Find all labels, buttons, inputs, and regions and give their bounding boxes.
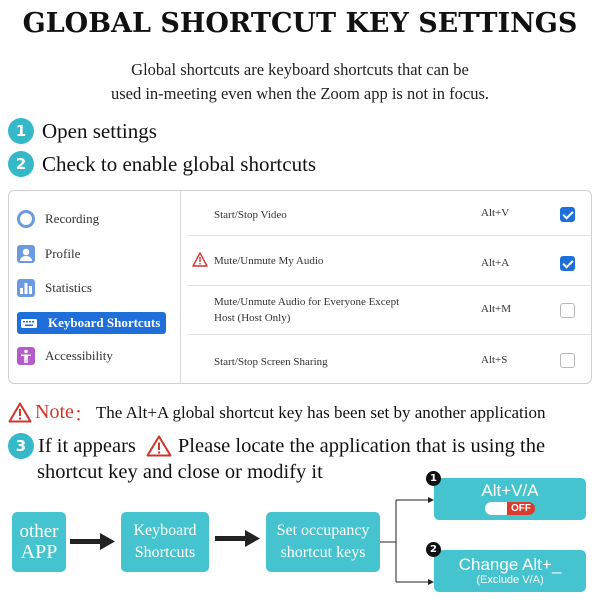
sidebar-item-label: Statistics xyxy=(45,280,92,295)
shortcut-label xyxy=(214,294,399,326)
branch-connector xyxy=(380,490,436,590)
step-2-text: Check to enable global shortcuts xyxy=(42,151,317,176)
shortcut-label: Start/Stop Video xyxy=(214,209,287,221)
sidebar-item-profile[interactable] xyxy=(17,243,80,265)
flow-box-line-1: Set occupancy xyxy=(276,522,370,539)
option-2-subtitle: (Exclude V/A) xyxy=(476,573,544,586)
step-2-number: 2 xyxy=(8,151,34,177)
note-text: The Alt+A global shortcut key has been set by another application xyxy=(95,402,546,422)
shortcut-label: Mute/Unmute My Audio xyxy=(214,255,324,267)
flow-box-line-1: Keyboard xyxy=(133,522,197,539)
step-3-text-line-2: shortcut key and close or modify it xyxy=(37,461,323,483)
step-1-number: 1 xyxy=(8,118,34,144)
flow-box-keyboard-shortcuts xyxy=(121,512,209,572)
step-1-text: Open settings xyxy=(42,118,157,143)
shortcut-key: Alt+V xyxy=(481,207,510,219)
shortcut-checkbox-screen-sharing[interactable] xyxy=(560,353,575,368)
shortcut-row xyxy=(187,236,592,286)
page-subtitle xyxy=(0,58,600,106)
page-title: GLOBAL SHORTCUT KEY SETTINGS xyxy=(22,8,578,39)
sidebar-item-recording[interactable] xyxy=(17,208,99,230)
flow-box-line-2: APP xyxy=(20,541,58,563)
step-3-text-part-2: Please locate the application that is using the xyxy=(177,434,546,457)
subtitle-line-1: Global shortcuts are keyboard shortcuts that can be xyxy=(131,60,469,79)
shortcut-checkbox-mute-unmute-audio[interactable] xyxy=(560,256,575,271)
sidebar-item-label: Keyboard Shortcuts xyxy=(48,315,161,330)
settings-sidebar xyxy=(9,191,181,383)
step-1 xyxy=(8,118,157,144)
flow-box-set-occupancy xyxy=(266,512,380,572)
warning-icon xyxy=(192,252,208,267)
option-1-number: 1 xyxy=(426,471,441,486)
shortcut-checkbox-start-stop-video[interactable] xyxy=(560,207,575,222)
settings-window xyxy=(8,190,592,384)
option-2-box xyxy=(434,550,586,592)
step-3-number: 3 xyxy=(8,433,34,459)
toggle-knob xyxy=(485,502,507,515)
recording-icon xyxy=(17,210,35,228)
sidebar-item-accessibility[interactable] xyxy=(17,345,113,367)
shortcut-label-line-1: Mute/Unmute Audio for Everyone Except xyxy=(214,296,400,308)
sidebar-item-label: Accessibility xyxy=(45,348,113,363)
option-2-title: Change Alt+_ xyxy=(458,554,562,574)
accessibility-icon xyxy=(17,347,35,365)
warning-icon xyxy=(146,435,172,457)
shortcut-key: Alt+A xyxy=(481,257,510,269)
subtitle-line-2: used in-meeting even when the Zoom app is not in focus. xyxy=(110,84,490,103)
shortcut-row xyxy=(187,191,592,236)
flow-box-other-app xyxy=(12,512,66,572)
sidebar-item-keyboard-shortcuts[interactable] xyxy=(17,312,166,334)
flow-box-line-1: other xyxy=(19,521,59,542)
step-3-text-part-1: If it appears xyxy=(38,434,136,457)
shortcut-row xyxy=(187,335,592,384)
off-toggle xyxy=(485,502,535,515)
sidebar-item-label: Recording xyxy=(45,211,100,226)
option-2-number: 2 xyxy=(426,542,441,557)
warning-icon xyxy=(8,402,32,423)
sidebar-item-statistics[interactable] xyxy=(17,277,92,299)
shortcut-label: Start/Stop Screen Sharing xyxy=(214,356,328,368)
option-1-title: Alt+V/A xyxy=(481,480,539,500)
toggle-off-label: OFF xyxy=(507,502,535,515)
shortcut-row xyxy=(187,286,592,335)
arrow-right-icon xyxy=(215,529,261,549)
shortcut-key: Alt+S xyxy=(481,354,508,366)
note-label: Note xyxy=(35,401,74,423)
step-3 xyxy=(8,433,598,483)
sidebar-item-label: Profile xyxy=(45,246,81,261)
shortcut-label-line-2: Host (Host Only) xyxy=(214,312,291,324)
note-line xyxy=(8,398,600,427)
arrow-right-icon xyxy=(70,532,116,552)
step-2 xyxy=(8,151,316,177)
note-colon: ： xyxy=(73,404,94,426)
option-1-box xyxy=(434,478,586,520)
keyboard-icon xyxy=(20,314,38,332)
shortcut-key: Alt+M xyxy=(481,303,512,315)
profile-icon xyxy=(17,245,35,263)
statistics-icon xyxy=(17,279,35,297)
flow-box-line-2: Shortcuts xyxy=(134,544,196,561)
flow-box-line-2: shortcut keys xyxy=(280,544,366,561)
shortcut-checkbox-mute-everyone[interactable] xyxy=(560,303,575,318)
